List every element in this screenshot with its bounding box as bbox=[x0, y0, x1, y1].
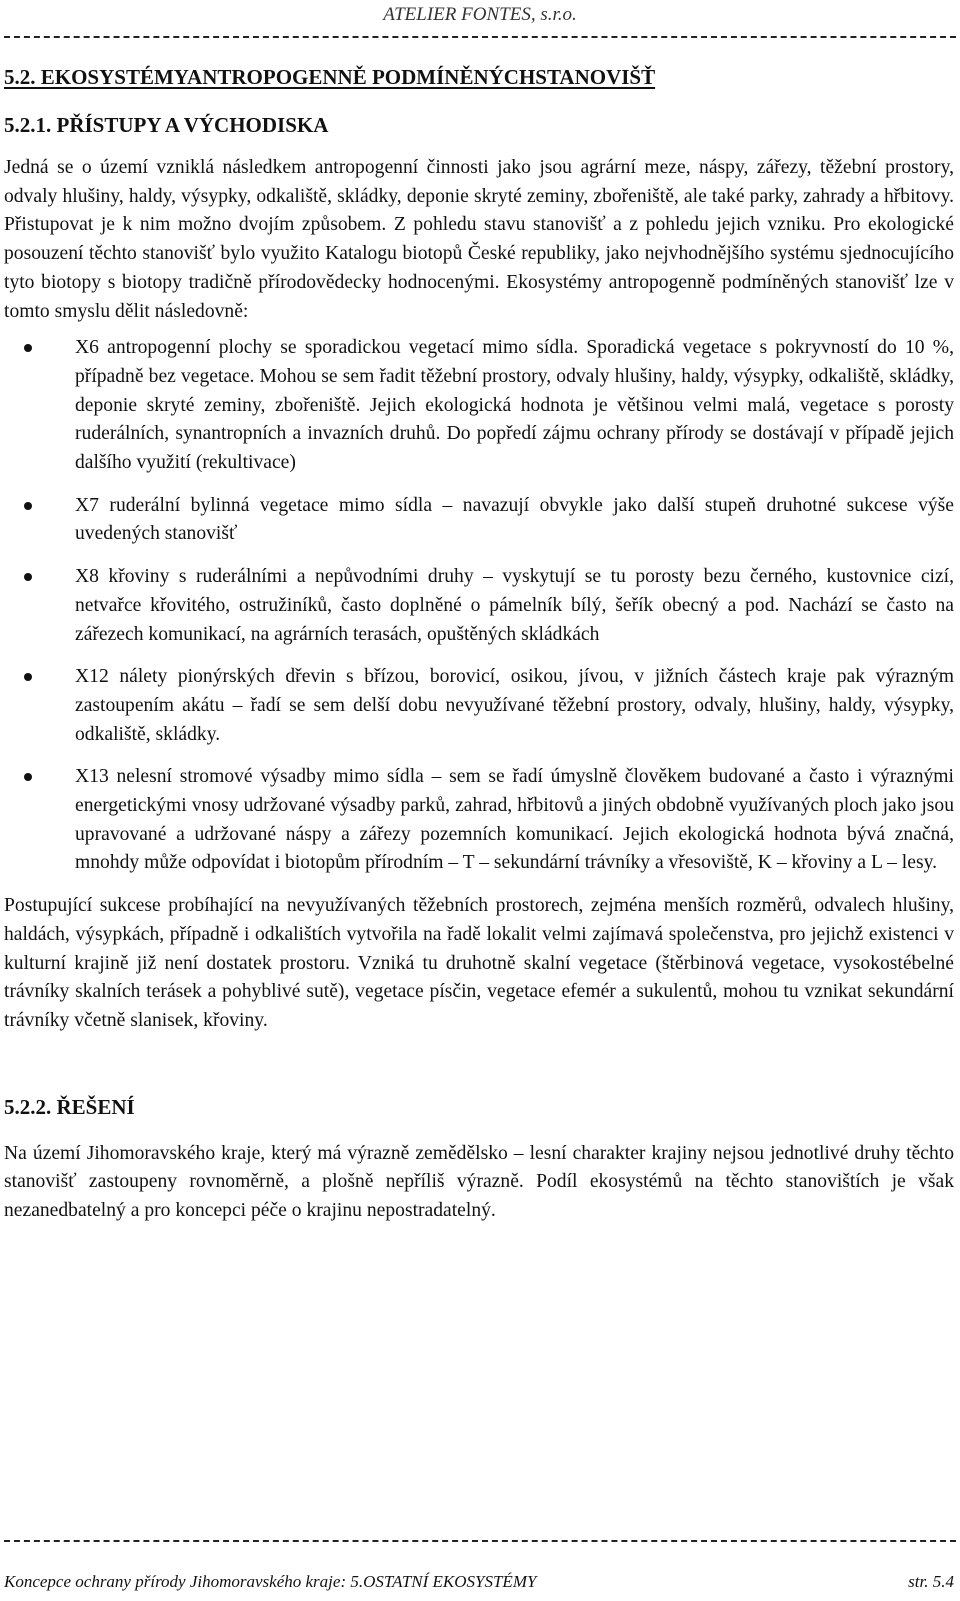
bullet-icon bbox=[24, 573, 32, 581]
list-item bbox=[4, 334, 954, 478]
list-item-text: X13 nelesní stromové výsadby mimo sídla – sem se řadí úmyslně člověkem budované a často i výraznými energetickými vnosy udržované výsadby parků, zahrad, hřbitovů a jiných obdobně využívaných ploch jako jsou upravované a udržované náspy a zářezy pozemních komunikací. Jejich ekologická hodnota bývá značná, mnohdy může odpovídat i biotopům přírodním – T – sekundární trávníky a vřesoviště, K – křoviny a L – lesy. bbox=[75, 766, 954, 874]
list-item-text: X12 nálety pionýrských dřevin s břízou, borovicí, osikou, jívou, v jižních částech kraje pak výrazným zastoupením akátu – řadí se sem delší dobu nevyužívané těžební prostory, odvaly, hlušiny, haldy, výsypky, odkaliště, skládky. bbox=[75, 666, 954, 745]
page-footer bbox=[4, 1572, 954, 1592]
list-item-text: X7 ruderální bylinná vegetace mimo sídla – navazují obvykle jako další stupeň druhotné sukcese výše uvedených stanovišť bbox=[75, 494, 954, 545]
footer-divider bbox=[4, 1540, 956, 1542]
closing-paragraph: Postupující sukcese probíhající na nevyužívaných těžebních prostorech, zejména menších rozměrů, odvalech hlušiny, haldách, výsypkách, případně i odkalištích vytvořila na řadě lokalit velmi zajímavá společenstva, pro jejichž existenci v kulturní krajině již není dostatek prostoru. Vzniká tu druhotně skalní vegetace (štěrbinová vegetace, vysokostébelné trávníky skalních terásek a pohyblivé sutě), vegetace písčin, vegetace efemér a sukulentů, mohou tu vznikat sekundární trávníky včetně slanisek, křoviny. bbox=[4, 895, 954, 1031]
list-item bbox=[4, 563, 954, 649]
list-item bbox=[4, 492, 954, 549]
list-item bbox=[4, 763, 954, 878]
header-divider bbox=[4, 36, 956, 38]
list-item-text: X8 křoviny s ruderálními a nepůvodními druhy – vyskytují se tu porosty bezu černého, kustovnice cizí, netvařce křovitého, ostružiníků, často doplněné o pámelník bílý, šeřík obecný a pod. Nachází se často na zářezech komunikací, na agrárních terasách, opuštěných skládkách bbox=[75, 566, 954, 645]
subsection-title-2: 5.2.2. ŘEŠENÍ bbox=[4, 1094, 135, 1119]
bullet-icon bbox=[24, 673, 32, 681]
bullet-icon bbox=[24, 502, 32, 510]
page-content bbox=[4, 64, 954, 1226]
subsection-title-1: 5.2.1. PŘÍSTUPY A VÝCHODISKA bbox=[4, 113, 329, 137]
intro-paragraph: Jedná se o území vzniklá následkem antropogenní činnosti jako jsou agrární meze, náspy, zářezy, těžební prostory, odvaly hlušiny, haldy, výsypky, odkaliště, skládky, deponie skryté zeminy, zbořeniště, ale také parky, zahrady a hřbitovy. Přistupovat je k nim možno dvojím způsobem. Z pohledu stavu stanovišť a z pohledu jejich vzniku. Pro ekologické posouzení těchto stanovišť bylo využito Katalogu biotopů České republiky, jako nejvhodnějšího systému sjednocujícího tyto biotopy s biotopy tradičně přírodovědecky hodnocenými. Ekosystémy antropogenně podmíněných stanovišť lze v tomto smyslu dělit následovně: bbox=[4, 157, 954, 322]
habitat-list bbox=[4, 334, 954, 878]
list-item bbox=[4, 663, 954, 749]
header-company-name: ATELIER FONTES, s.r.o. bbox=[383, 4, 577, 25]
section-title: 5.2. EKOSYSTÉMYANTROPOGENNĚ PODMÍNĚNÝCHSTANOVIŠŤ bbox=[4, 65, 656, 89]
bullet-icon bbox=[24, 344, 32, 352]
footer-document-title: Koncepce ochrany přírody Jihomoravského kraje: 5.OSTATNÍ EKOSYSTÉMY bbox=[4, 1572, 537, 1591]
footer-page-number: str. 5.4 bbox=[908, 1572, 954, 1591]
bullet-icon bbox=[24, 773, 32, 781]
solution-paragraph: Na území Jihomoravského kraje, který má výrazně zemědělsko – lesní charakter krajiny nejsou jednotlivé druhy těchto stanovišť zastoupeny rovnoměrně, a plošně nepříliš výrazně. Podíl ekosystémů na těchto stanovištích je však nezanedbatelný a pro koncepci péče o krajinu nepostradatelný. bbox=[4, 1142, 954, 1222]
list-item-text: X6 antropogenní plochy se sporadickou vegetací mimo sídla. Sporadická vegetace s pokryvností do 10 %, případně bez vegetace. Mohou se sem řadit těžební prostory, odvaly hlušiny, haldy, výsypky, odkaliště, skládky, deponie skryté zeminy, zbořeniště. Jejich ekologická hodnota je většinou velmi malá, vegetace s porosty ruderálních, synantropních a invazních druhů. Do popředí zájmu ochrany přírody se dostávají v případě jejich dalšího využití (rekultivace) bbox=[75, 337, 954, 474]
